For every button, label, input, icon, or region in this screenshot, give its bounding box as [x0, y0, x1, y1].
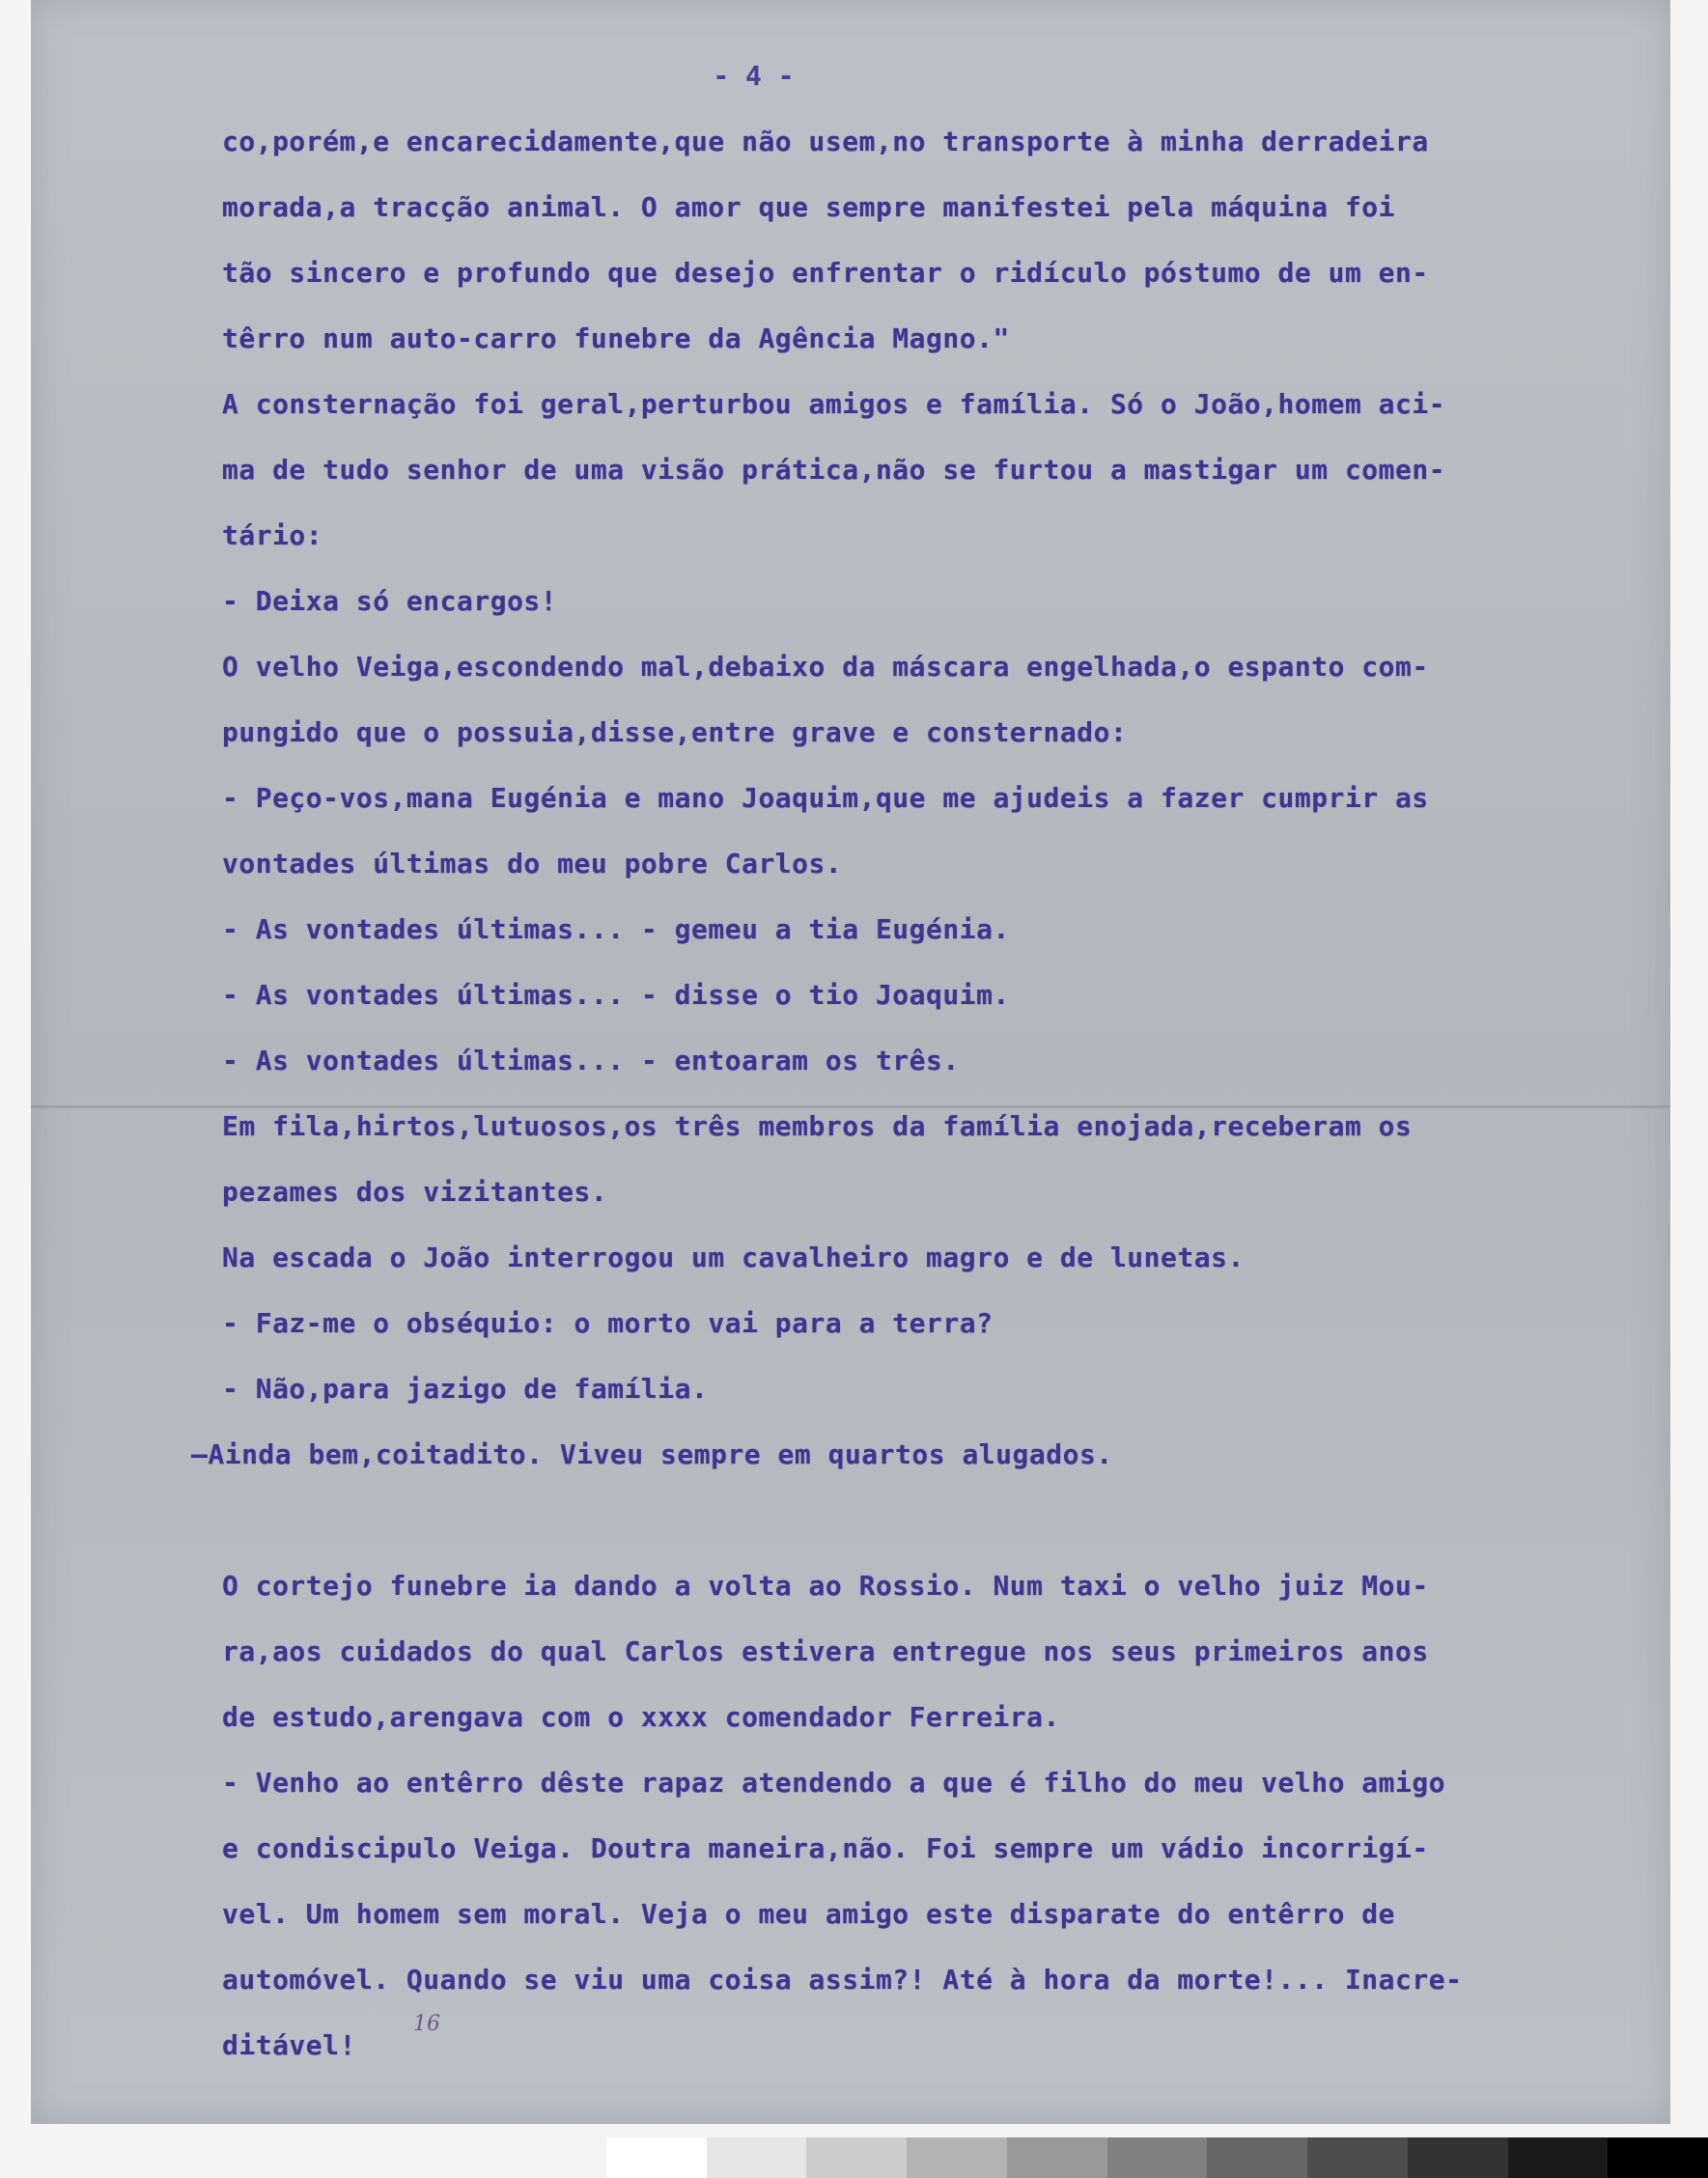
text-line: - Venho ao entêrro dêste rapaz atendendo a que é filho do meu velho amigo — [222, 1767, 1446, 1799]
calibration-swatch — [1207, 2137, 1307, 2178]
text-line: têrro num auto-carro funebre da Agência Magno." — [222, 322, 1010, 354]
handwritten-note: 16 — [413, 2012, 440, 2036]
text-line: - Faz-me o obséquio: o morto vai para a terra? — [222, 1307, 994, 1339]
calibration-swatch — [1508, 2137, 1609, 2178]
text-line: de estudo,arengava com o xxxx comendador Ferreira. — [222, 1701, 1060, 1733]
text-line: e condiscipulo Veiga. Doutra maneira,não. Foi sempre um vádio incorrigí- — [222, 1832, 1429, 1864]
calibration-swatch — [606, 2137, 707, 2178]
calibration-swatch — [1408, 2137, 1508, 2178]
text-line: automóvel. Quando se viu uma coisa assim?! Até à hora da morte!... Inacre- — [222, 1964, 1463, 1996]
calibration-swatch — [806, 2137, 907, 2178]
text-line: tão sincero e profundo que desejo enfrentar o ridículo póstumo de um en- — [222, 257, 1429, 289]
text-line: - Deixa só encargos! — [222, 585, 558, 617]
text-line: co,porém,e encarecidamente,que não usem,no transporte à minha derradeira — [222, 126, 1429, 157]
text-line: A consternação foi geral,perturbou amigos e família. Só o João,homem aci- — [222, 388, 1446, 420]
paper-fold — [31, 1105, 1670, 1108]
text-line: ditável! — [222, 2029, 356, 2061]
text-line: ma de tudo senhor de uma visão prática,não se furtou a mastigar um comen- — [222, 454, 1446, 486]
text-line: - As vontades últimas... - gemeu a tia Eugénia. — [222, 913, 1010, 945]
text-line: —Ainda bem,coitadito. Viveu sempre em quartos alugados. — [191, 1438, 1113, 1470]
calibration-swatch — [1107, 2137, 1208, 2178]
text-line: - As vontades últimas... - disse o tio Joaquim. — [222, 979, 1010, 1011]
calibration-swatch — [907, 2137, 1007, 2178]
calibration-swatch — [1608, 2137, 1708, 2178]
calibration-swatch — [707, 2137, 807, 2178]
page-number: - 4 - — [713, 60, 795, 92]
text-line: Na escada o João interrogou um cavalheiro magro e de lunetas. — [222, 1242, 1245, 1273]
text-line: O velho Veiga,escondendo mal,debaixo da máscara engelhada,o espanto com- — [222, 651, 1429, 683]
text-line: - Não,para jazigo de família. — [222, 1373, 709, 1405]
text-line: morada,a tracção animal. O amor que sempre manifestei pela máquina foi — [222, 191, 1396, 223]
text-line: pezames dos vizitantes. — [222, 1176, 608, 1208]
color-calibration-bar — [606, 2137, 1708, 2178]
text-line: - As vontades últimas... - entoaram os três. — [222, 1045, 960, 1076]
text-line: tário: — [222, 519, 323, 551]
text-line: - Peço-vos,mana Eugénia e mano Joaquim,que me ajudeis a fazer cumprir as — [222, 782, 1429, 814]
text-line: O cortejo funebre ia dando a volta ao Rossio. Num taxi o velho juiz Mou- — [222, 1570, 1429, 1602]
text-line: pungido que o possuia,disse,entre grave e consternado: — [222, 716, 1128, 748]
text-line: vontades últimas do meu pobre Carlos. — [222, 848, 843, 880]
text-line: vel. Um homem sem moral. Veja o meu amigo este disparate do entêrro de — [222, 1898, 1396, 1930]
calibration-swatch — [1007, 2137, 1107, 2178]
text-line: Em fila,hirtos,lutuosos,os três membros da família enojada,receberam os — [222, 1110, 1413, 1142]
text-line: ra,aos cuidados do qual Carlos estivera entregue nos seus primeiros anos — [222, 1635, 1429, 1667]
calibration-swatch — [1307, 2137, 1408, 2178]
